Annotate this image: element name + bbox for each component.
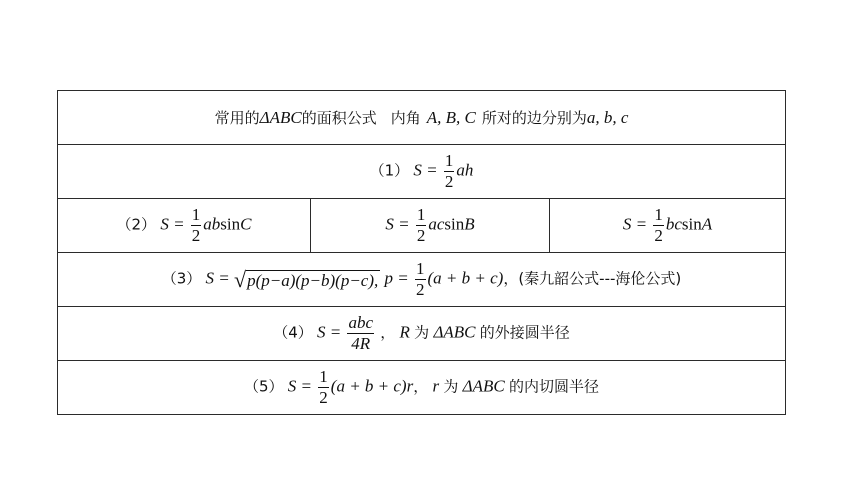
formula-cell-1 [58, 145, 786, 199]
fraction-numerator: 1 [654, 205, 663, 225]
formula-4-triangle: ΔABC [433, 322, 476, 342]
formula-3-note: ，(秦九韶公式---海伦公式) [503, 269, 682, 288]
formula-1-fraction [444, 152, 455, 191]
formula-4-sep: ， [380, 323, 396, 342]
formula-2b-sin: sin [444, 214, 465, 234]
formula-cell-5 [58, 361, 786, 415]
fraction-denominator: 2 [444, 172, 454, 191]
formula-2a-fraction [191, 206, 202, 245]
formula-2b-lhs: S = [385, 214, 410, 234]
formula-2a-sides: ab [203, 214, 221, 234]
formula-cell-2a [58, 199, 311, 253]
formula-5-text2: 的内切圆半径 [508, 377, 599, 396]
formula-2c-sides: bc [665, 214, 682, 234]
formula-2a-lhs: S = [160, 214, 185, 234]
formula-2b-angle: B [464, 214, 475, 234]
fraction-denominator: 2 [416, 280, 425, 299]
formula-cell-2c [550, 199, 786, 253]
formula-3-label: （3） [161, 269, 202, 288]
formula-3-fraction [415, 260, 426, 299]
formula-3-lhs: S = [205, 268, 230, 288]
fraction-denominator: 2 [416, 226, 426, 245]
formula-cell-2b [311, 199, 550, 253]
formula-2c-sin: sin [681, 214, 702, 234]
formula-5-text1: 为 [443, 377, 459, 396]
formula-3-p-lhs: p = [384, 268, 409, 288]
formula-4-label: （4） [273, 323, 313, 342]
table-title-row [58, 91, 786, 145]
fraction-numerator: 1 [416, 205, 426, 225]
formula-2b-sides: ac [428, 214, 445, 234]
formula-2a-sin: sin [220, 214, 241, 234]
formula-row-3 [58, 253, 786, 307]
formula-row-5 [58, 361, 786, 415]
formula-5-fraction [318, 368, 329, 407]
fraction-numerator: 1 [319, 367, 328, 387]
fraction-numerator: 1 [444, 151, 454, 171]
formula-3-p-rest: (a + b + c) [427, 268, 504, 288]
formula-2b-fraction [416, 206, 427, 245]
fraction-denominator: 2 [654, 226, 663, 245]
radical-sign: √ [234, 266, 247, 292]
formula-5-label: （5） [244, 377, 284, 396]
formula-5-triangle: ΔABC [462, 376, 505, 396]
formula-5-rest: (a + b + c)r [330, 376, 414, 396]
table-title-cell [58, 91, 786, 145]
formula-cell-3 [58, 253, 786, 307]
title-inner: 内角 [390, 109, 421, 127]
title-sides: a, b, c [586, 108, 629, 127]
formula-1-lhs: S = [413, 160, 438, 180]
formula-4-fraction [347, 314, 374, 353]
formula-4-var: R [399, 322, 410, 342]
formula-1-label: （1） [369, 161, 410, 180]
formula-2c-fraction [653, 206, 664, 245]
square-root [234, 266, 380, 292]
formula-row-1 [58, 145, 786, 199]
area-formula-table [57, 90, 786, 415]
fraction-numerator: 1 [191, 205, 201, 225]
formula-row-4 [58, 307, 786, 361]
formula-5-sep: ， [413, 377, 429, 396]
formula-4-text1: 为 [414, 323, 430, 342]
fraction-denominator: 2 [191, 226, 201, 245]
formula-2c-lhs: S = [622, 214, 648, 234]
formula-5-var: r [432, 376, 440, 396]
title-angles: A, B, C [426, 108, 476, 127]
formula-cell-4 [58, 307, 786, 361]
title-triangle: ΔABC [259, 108, 302, 127]
title-middle: 的面积公式 [301, 109, 377, 127]
formula-1-rest: ah [456, 160, 474, 180]
formula-2-label: （2） [116, 215, 157, 234]
formula-5-lhs: S = [287, 376, 313, 396]
formula-2a-angle: C [240, 214, 252, 234]
fraction-denominator: 4R [351, 334, 371, 353]
fraction-numerator: abc [348, 313, 374, 333]
formula-3-radicand: p(p−a)(p−b)(p−c), [247, 271, 379, 290]
formula-2c-angle: A [701, 214, 713, 234]
fraction-denominator: 2 [319, 388, 328, 407]
fraction-numerator: 1 [416, 259, 425, 279]
formula-row-2 [58, 199, 786, 253]
formula-4-lhs: S = [316, 322, 342, 342]
title-opposite: 所对的边分别为 [481, 109, 587, 127]
formula-4-text2: 的外接圆半径 [479, 323, 570, 342]
title-prefix: 常用的 [214, 109, 260, 127]
